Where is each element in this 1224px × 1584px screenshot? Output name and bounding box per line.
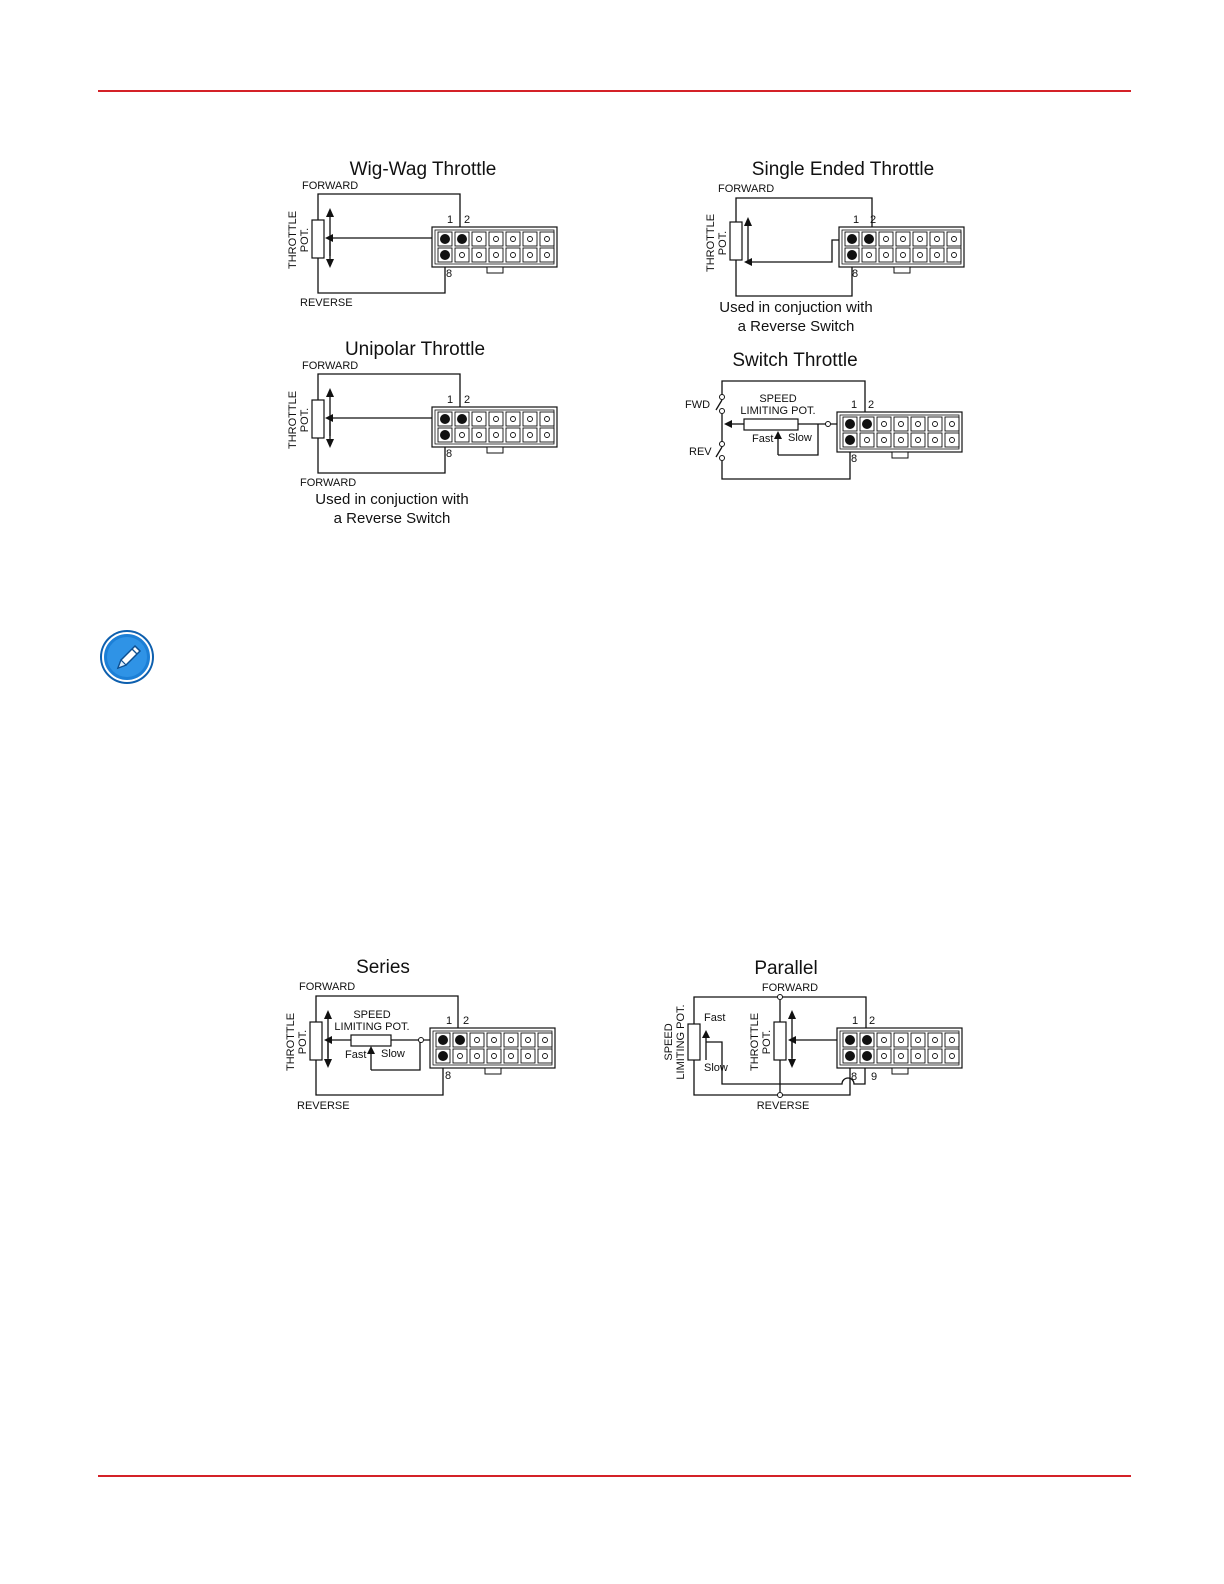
series-speed-label-2: LIMITING POT. (334, 1021, 410, 1033)
single-pot-label-1: THROTTLE (705, 213, 717, 273)
parallel-reverse-label: REVERSE (756, 1100, 810, 1112)
series-connector (430, 1028, 555, 1074)
single-connector (839, 227, 964, 273)
series-slow-label: Slow (381, 1048, 405, 1060)
unipolar-pin8-label: 8 (446, 448, 453, 460)
switch-fwd-label: FWD (685, 399, 711, 411)
single-pin2-label: 2 (870, 214, 877, 226)
parallel-pin9-label: 9 (871, 1071, 878, 1083)
series-pin2-label: 2 (463, 1015, 470, 1027)
unipolar-title: Unipolar Throttle (344, 339, 486, 360)
series-title: Series (356, 957, 410, 978)
parallel-slow-label: Slow (704, 1062, 728, 1074)
parallel-pin2-label: 2 (869, 1015, 876, 1027)
parallel-speed-label-1: SPEED (663, 1023, 675, 1061)
unipolar-pot-label-1: THROTTLE (287, 390, 299, 450)
series-throttle-pot (310, 1022, 322, 1060)
switch-speed-limiting-pot (744, 419, 798, 430)
footer-rule (98, 1475, 1131, 1477)
header-rule (98, 90, 1131, 92)
parallel-throttle-pot (774, 1022, 786, 1060)
wigwag-reverse-label: REVERSE (300, 297, 353, 309)
wigwag-title: Wig-Wag Throttle (349, 159, 497, 180)
wigwag-pin2-label: 2 (464, 214, 471, 226)
parallel-speed-label-2: LIMITING POT. (675, 1004, 687, 1080)
parallel-pot-label-1: THROTTLE (749, 1012, 761, 1072)
wigwag-pin1-label: 1 (447, 214, 454, 226)
switch-speed-label-1: SPEED (759, 393, 797, 405)
wigwag-connector (432, 227, 557, 273)
switch-connector (837, 412, 962, 458)
parallel-speed-limiting-pot (688, 1024, 700, 1060)
series-pin1-label: 1 (446, 1015, 453, 1027)
unipolar-throttle-pot (312, 400, 324, 438)
switch-slow-label: Slow (788, 432, 812, 444)
unipolar-caption-2: a Reverse Switch (333, 510, 451, 527)
series-pot-label-1: THROTTLE (285, 1012, 297, 1072)
unipolar-forward-top-label: FORWARD (302, 360, 359, 372)
single-title: Single Ended Throttle (751, 159, 935, 180)
switch-title: Switch Throttle (732, 350, 858, 371)
series-forward-label: FORWARD (299, 981, 356, 993)
switch-pin2-label: 2 (868, 399, 875, 411)
wigwag-pot-label-2: POT. (299, 227, 311, 253)
series-fast-label: Fast (345, 1049, 367, 1061)
note-pencil-icon (98, 628, 156, 686)
wigwag-pot-label-1: THROTTLE (287, 210, 299, 270)
series-pin8-label: 8 (445, 1070, 452, 1082)
parallel-pin8-label: 8 (851, 1071, 858, 1083)
single-caption-1: Used in conjuction with (719, 299, 873, 316)
switch-pin8-label: 8 (851, 453, 858, 465)
single-pin8-label: 8 (852, 268, 859, 280)
series-pot-label-2: POT. (297, 1029, 309, 1055)
single-forward-label: FORWARD (718, 183, 775, 195)
parallel-fast-label: Fast (704, 1012, 726, 1024)
single-throttle-pot (730, 222, 742, 260)
wigwag-forward-label: FORWARD (302, 180, 359, 192)
wigwag-pin8-label: 8 (446, 268, 453, 280)
switch-pin1-label: 1 (851, 399, 858, 411)
switch-speed-label-2: LIMITING POT. (740, 405, 816, 417)
series-reverse-label: REVERSE (297, 1100, 350, 1112)
unipolar-pot-label-2: POT. (299, 407, 311, 433)
wigwag-throttle-diagram (280, 150, 570, 320)
unipolar-connector (432, 407, 557, 453)
series-speed-limiting-pot (351, 1035, 391, 1046)
parallel-pot-label-2: POT. (761, 1029, 773, 1055)
unipolar-throttle-diagram (280, 332, 570, 532)
parallel-forward-label: FORWARD (761, 982, 819, 994)
switch-rev-label: REV (689, 446, 712, 458)
single-caption-2: a Reverse Switch (737, 318, 855, 335)
series-speed-label-1: SPEED (353, 1009, 391, 1021)
switch-throttle-diagram (680, 345, 970, 490)
single-pot-label-2: POT. (717, 230, 729, 256)
parallel-connector (837, 1028, 962, 1074)
wigwag-throttle-pot (312, 220, 324, 258)
parallel-title: Parallel (754, 958, 818, 979)
single-ended-throttle-diagram (700, 150, 980, 340)
unipolar-forward-bottom-label: FORWARD (300, 477, 357, 489)
unipolar-pin2-label: 2 (464, 394, 471, 406)
switch-fast-label: Fast (752, 433, 774, 445)
unipolar-pin1-label: 1 (447, 394, 454, 406)
parallel-pin1-label: 1 (852, 1015, 859, 1027)
single-pin1-label: 1 (853, 214, 860, 226)
series-diagram (280, 950, 570, 1120)
parallel-diagram (660, 950, 970, 1120)
unipolar-caption-1: Used in conjuction with (315, 491, 469, 508)
